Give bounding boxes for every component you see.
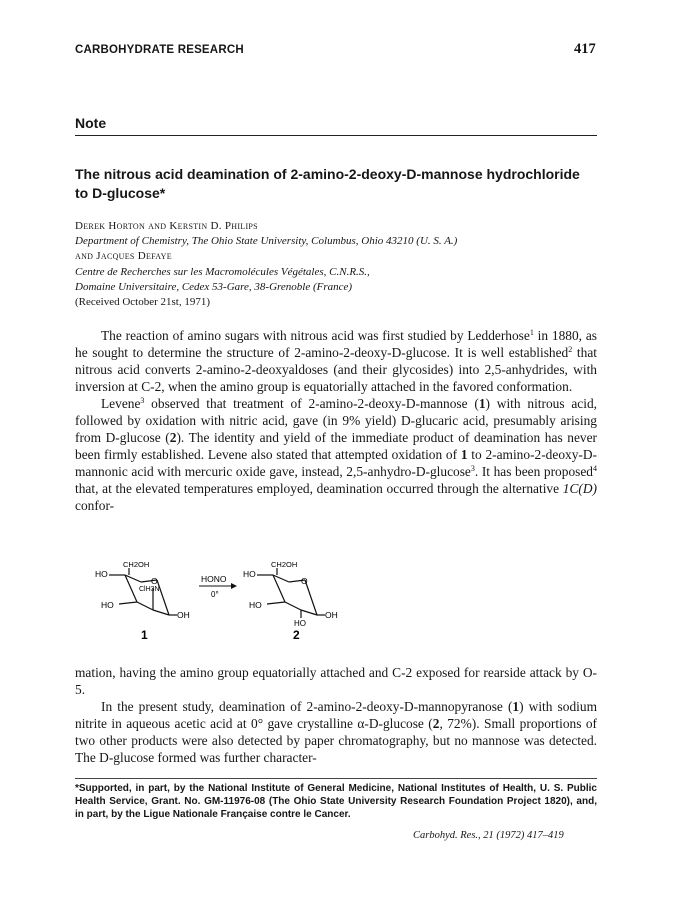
body-text-top [75, 327, 597, 557]
journal-citation: Carbohyd. Res., 21 (1972) 417–419 [413, 830, 564, 841]
authors-line: Derek Horton and Kerstin D. Philips [75, 220, 258, 232]
paragraph-2: Levene$^3$ observed that treatment of 2-amino-2-deoxy-D-mannose (1) with nitrous acid, followed by oxidation with nitric acid, gave (in 9% yield) D-glucaric acid, presumably arising from D-glucose (2). The identity and yield of the immediate product of deamination has never been firmly established. Levene also stated that attempted oxidation of 1 to 2-amino-2-deoxy-D-mannonic acid with mercuric oxide gave, instead, 2,5-anhydro-D-glucose$^3$. It has been proposed$^4$ that, at the elevated temperatures employed, deamination occurred through the alternative 1C(D) confor- [75, 396, 597, 513]
page-number: 417 [574, 41, 596, 57]
affiliation-2-line-1: Centre de Recherches sur les Macromolécules Végétales, C.N.R.S., [75, 266, 370, 278]
ref-2: 2 [568, 345, 573, 354]
s1-ho-top: HO [95, 569, 108, 579]
compound-label-1: 1 [141, 628, 148, 642]
paragraph-1: The reaction of amino sugars with nitrous acid was first studied by Ledderhose$^1$ in 1880, as he sought to determine the structure of 2-amino-2-deoxy-D-glucose. It is well established$^2$ that nitrous acid converts 2-amino-2-deoxyaldoses (and their glycosides) into 2,5-anhydrides, with inversion at C-2, when the amino group is equatorially attached in the favored conformation. [75, 328, 597, 394]
third-author: and Jacques Defaye [75, 250, 172, 262]
footnote: *Supported, in part, by the National Institute of General Medicine, National Institutes of Health, U. S. Public Health Service, Grant. No. GM-11976-08 (The Ohio State University Research Foundation Project 1820), and, in part, by the Ligue Nationale Française contre le Cancer. [75, 783, 597, 820]
paragraph-4: In the present study, deamination of 2-amino-2-deoxy-D-mannopyranose (1) with sodium nitrite in aqueous acetic acid at 0° gave crystalline α-D-glucose (2, 72%). Small proportions of two other products were also detected by paper chromatography, but no mannose was detected. The D-glucose formed was further character- [75, 699, 598, 765]
ref-3b: 3 [470, 464, 475, 473]
s1-oh: OH [177, 610, 190, 620]
s2-ring-oxygen: O [301, 576, 308, 586]
compound-label-2: 2 [293, 628, 300, 642]
paragraph-3: mation, having the amino group equatorially attached and C-2 exposed for rearside attack by O-5. [75, 665, 597, 697]
s1-ring-oxygen: O [151, 576, 158, 586]
reaction-scheme [95, 560, 395, 642]
reaction-arrowhead [231, 583, 237, 589]
footnote-rule [75, 778, 597, 779]
section-rule [75, 135, 597, 136]
ref-1: 1 [529, 328, 534, 337]
received-date: (Received October 21st, 1971) [75, 296, 211, 308]
s2-ho-mid: HO [294, 619, 306, 628]
affiliation-1: Department of Chemistry, The Ohio State University, Columbus, Ohio 43210 (U. S. A.) [75, 235, 458, 247]
article-title: The nitrous acid deamination of 2-amino-2-deoxy-D-mannose hydrochloride to D-glucose* [75, 166, 580, 201]
s2-oh: OH [325, 610, 338, 620]
reagent-label: HONO [201, 574, 227, 584]
s1-ch2oh: CH2OH [123, 560, 150, 569]
s2-ch2oh: CH2OH [271, 560, 298, 569]
running-head: CARBOHYDRATE RESEARCH [75, 44, 244, 56]
affiliation-2-line-2: Domaine Universitaire, Cedex 53-Gare, 38-Grenoble (France) [75, 281, 353, 293]
structure-2-ring [257, 568, 325, 618]
s2-ho-bottom: HO [249, 600, 262, 610]
s1-clh3n: ClH3N [139, 586, 160, 593]
s1-ho-bottom: HO [101, 600, 114, 610]
body-text-bottom [75, 664, 597, 784]
condition-label: 0° [211, 590, 219, 599]
section-label: Note [75, 115, 107, 131]
s2-ho-top: HO [243, 569, 256, 579]
ref-3: 3 [140, 396, 145, 405]
ref-4: 4 [593, 464, 597, 473]
